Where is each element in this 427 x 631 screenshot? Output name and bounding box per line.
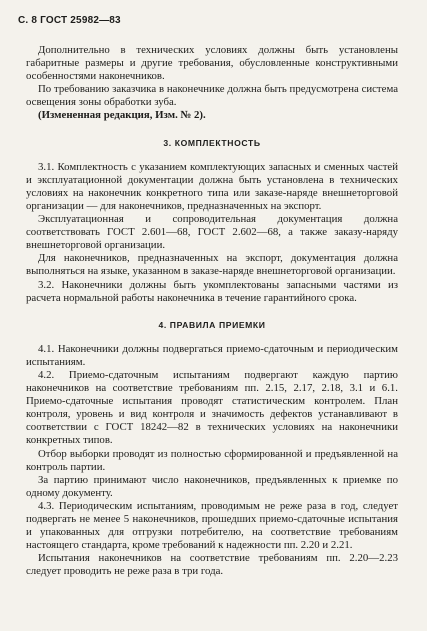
edition-note: (Измененная редакция, Изм. № 2).	[38, 109, 206, 122]
paragraph-documentation: Эксплуатационная и сопроводительная документация должна соответствовать ГОСТ 2.601—68, ГОСТ 2.602—68, а также заказу-наряду внешнеторговой организации.	[26, 213, 398, 252]
paragraph-lot: За партию принимают число наконечников, предъявленных к приемке по одному документу.	[26, 473, 398, 499]
clause-4-3: 4.3. Периодическим испытаниям, проводимым не реже раза в год, следует подвергать не менее 5 наконечников, прошедших приемо-сдаточные испытания и упакованных для отгрузки потребителю, на соответствие требованиям настоящего стандарта, кроме требований к надежности пп. 2.20 и 2.21.	[26, 499, 398, 552]
paragraph-export-language: Для наконечников, предназначенных на экспорт, документация должна выполняться на языке, указанном в заказе-наряде внешнеторговой организации.	[26, 252, 398, 278]
paragraph-dimensions: Дополнительно в технических условиях должны быть установлены габаритные размеры и другие требования, обусловленные конструктивными особенностями наконечников.	[26, 44, 398, 83]
section-3-heading: 3. КОМПЛЕКТНОСТЬ	[163, 137, 261, 148]
paragraph-reliability-tests: Испытания наконечников на соответствие требованиям пп. 2.20—2.23 следует проводить не реже раза в три года.	[26, 552, 398, 578]
paragraph-illumination: По требованию заказчика в наконечнике должна быть предусмотрена система освещения зоны обработки зуба.	[26, 83, 398, 109]
clause-4-1: 4.1. Наконечники должны подвергаться приемо-сдаточным и периодическим испытаниям.	[26, 342, 398, 368]
section-4-heading: 4. ПРАВИЛА ПРИЕМКИ	[158, 319, 266, 330]
running-head: С. 8 ГОСТ 25982—83	[18, 15, 121, 26]
clause-4-2: 4.2. Приемо-сдаточным испытаниям подвергают каждую партию наконечников на соответствие требованиям пп. 2.15, 2.17, 2.18, 3.1 и 6.1. Приемо-сдаточные испытания проводят статистическим контролем. План контроля, уровень и вид контроля и значимость дефектов устанавливают в соответствии с ГОСТ 18242—82 в технических условиях на наконечники конкретных типов.	[26, 368, 398, 447]
paragraph-sampling: Отбор выборки проводят из полностью сформированной и предъявленной на контроль партии.	[26, 447, 398, 473]
page-body	[26, 44, 398, 578]
clause-3-1: 3.1. Комплектность с указанием комплектующих запасных и сменных частей и эксплуатационной документации должна быть установлена в технических условиях на наконечник конкретного типа или заказе-наряде внешнеторговой организации — для наконечников, предназначенных на экспорт.	[26, 160, 398, 212]
clause-3-2: 3.2. Наконечники должны быть укомплектованы запасными частями из расчета нормальной работы наконечника в течение гарантийного срока.	[26, 278, 398, 304]
